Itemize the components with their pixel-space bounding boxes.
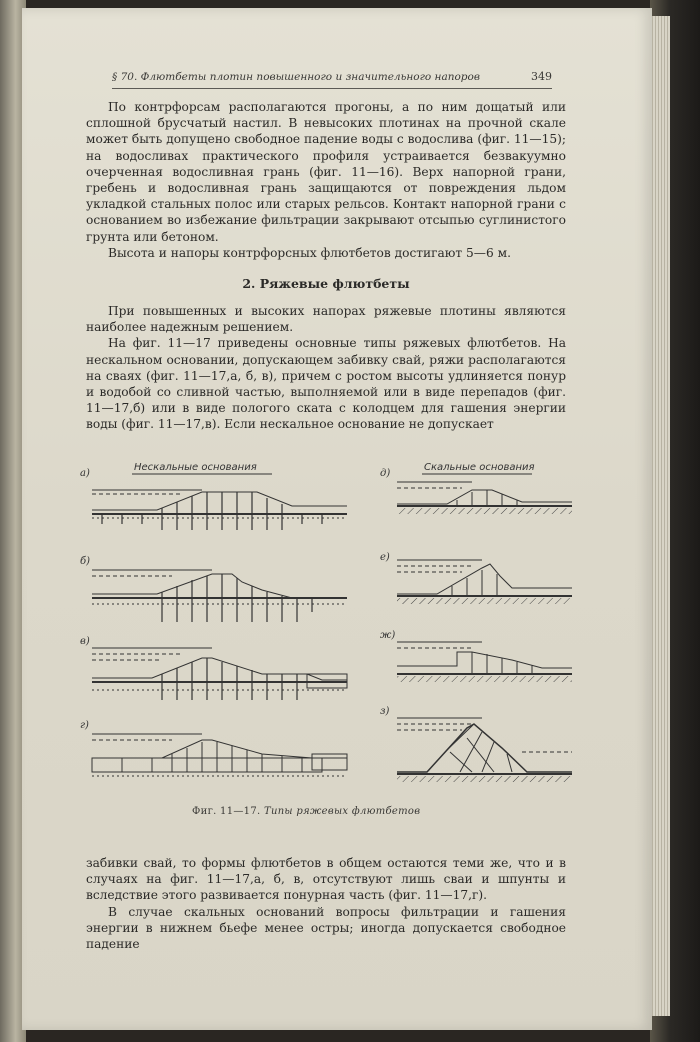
- paragraph: По контрфорсам располагаются прогоны, а по ним дощатый или сплошной брусчатый настил. В невысоких плотинах на прочной скале может быть допущено свободное падение воды с водослива (фиг. 11—15); на водосливах практического профиля устраивается безвакуумно очерченная водосливная грань (фиг. 11—16). Верх напорной грани, гребень и водосливная грань защищаются от повреждения льдом укладкой стальных полос или старых рельсов. Контакт напорной грани с основанием во избежание фильтрации закрывают отсыпью суглинистого грунта или бетоном.: [86, 100, 566, 244]
- paragraph: забивки свай, то формы флютбетов в общем остаются теми же, что и в случаях на фиг. 11—17,а, б, в, отсутствуют лишь сваи и шпунты и вследствие этого развивается понурная часть (фиг. 11—17,г).: [86, 856, 566, 903]
- figure-drawing: [62, 452, 582, 792]
- figure-11-17: [62, 452, 582, 792]
- paragraph: Высота и напоры контрфорсных флютбетов достигают 5—6 м.: [108, 245, 511, 260]
- dam-diagram-a: [92, 490, 347, 530]
- fig-label-e: е): [380, 552, 390, 563]
- book-page: [22, 8, 652, 1030]
- page-stack-edge: [650, 16, 670, 1016]
- dam-diagram-z: [397, 718, 572, 782]
- fig-label-b: б): [80, 556, 91, 567]
- paragraph: В случае скальных оснований вопросы фильтрации и гашения энергии в нижнем бьефе менее остры; иногда допускается свободное падение: [86, 904, 566, 952]
- figure-heading-left: Нескальные основания: [134, 462, 257, 473]
- text-block-middle: [86, 303, 566, 433]
- fig-label-v: в): [80, 636, 90, 647]
- dam-diagram-b: [92, 570, 347, 622]
- page-number: 349: [531, 70, 552, 83]
- fig-label-a: а): [80, 468, 90, 479]
- fig-label-d: д): [380, 468, 391, 479]
- text-block-top: [86, 99, 566, 261]
- figure-heading-right: Скальные основания: [424, 462, 535, 473]
- caption-prefix: Фиг. 11—17.: [192, 806, 261, 817]
- paragraph: На фиг. 11—17 приведены основные типы ряжевых флютбетов. На нескальном основании, допускающем забивку свай, ряжи располагаются на сваях (фиг. 11—17,а, б, в), причем с ростом высоты удлиняется понур и водобой со сливной частью, выполняемой или в виде перепадов (фиг. 11—17,б) или в виде пологого ската с колодцем для гашения энергии воды (фиг. 11—17,в). Если нескальное основание не допускает: [86, 336, 566, 432]
- dam-diagram-zh: [397, 642, 572, 682]
- paragraph: При повышенных и высоких напорах ряжевые плотины являются наиболее надежным решением.: [86, 304, 566, 335]
- running-head-section: § 70. Флютбеты плотин повышенного и значительного напоров: [112, 71, 480, 83]
- dam-diagram-e: [397, 560, 572, 604]
- caption-text: Типы ряжевых флютбетов: [263, 806, 421, 817]
- dam-diagram-d: [397, 482, 572, 514]
- figure-caption: [192, 806, 492, 817]
- text-block-bottom: [86, 855, 566, 952]
- fig-label-g: г): [80, 720, 89, 731]
- section-title: 2. Ряжевые флютбеты: [242, 276, 410, 291]
- dam-diagram-g: [92, 734, 347, 776]
- fig-label-zh: ж): [380, 630, 396, 641]
- running-head: [112, 68, 552, 89]
- fig-label-z: з): [380, 706, 390, 717]
- dam-diagram-v: [92, 648, 347, 700]
